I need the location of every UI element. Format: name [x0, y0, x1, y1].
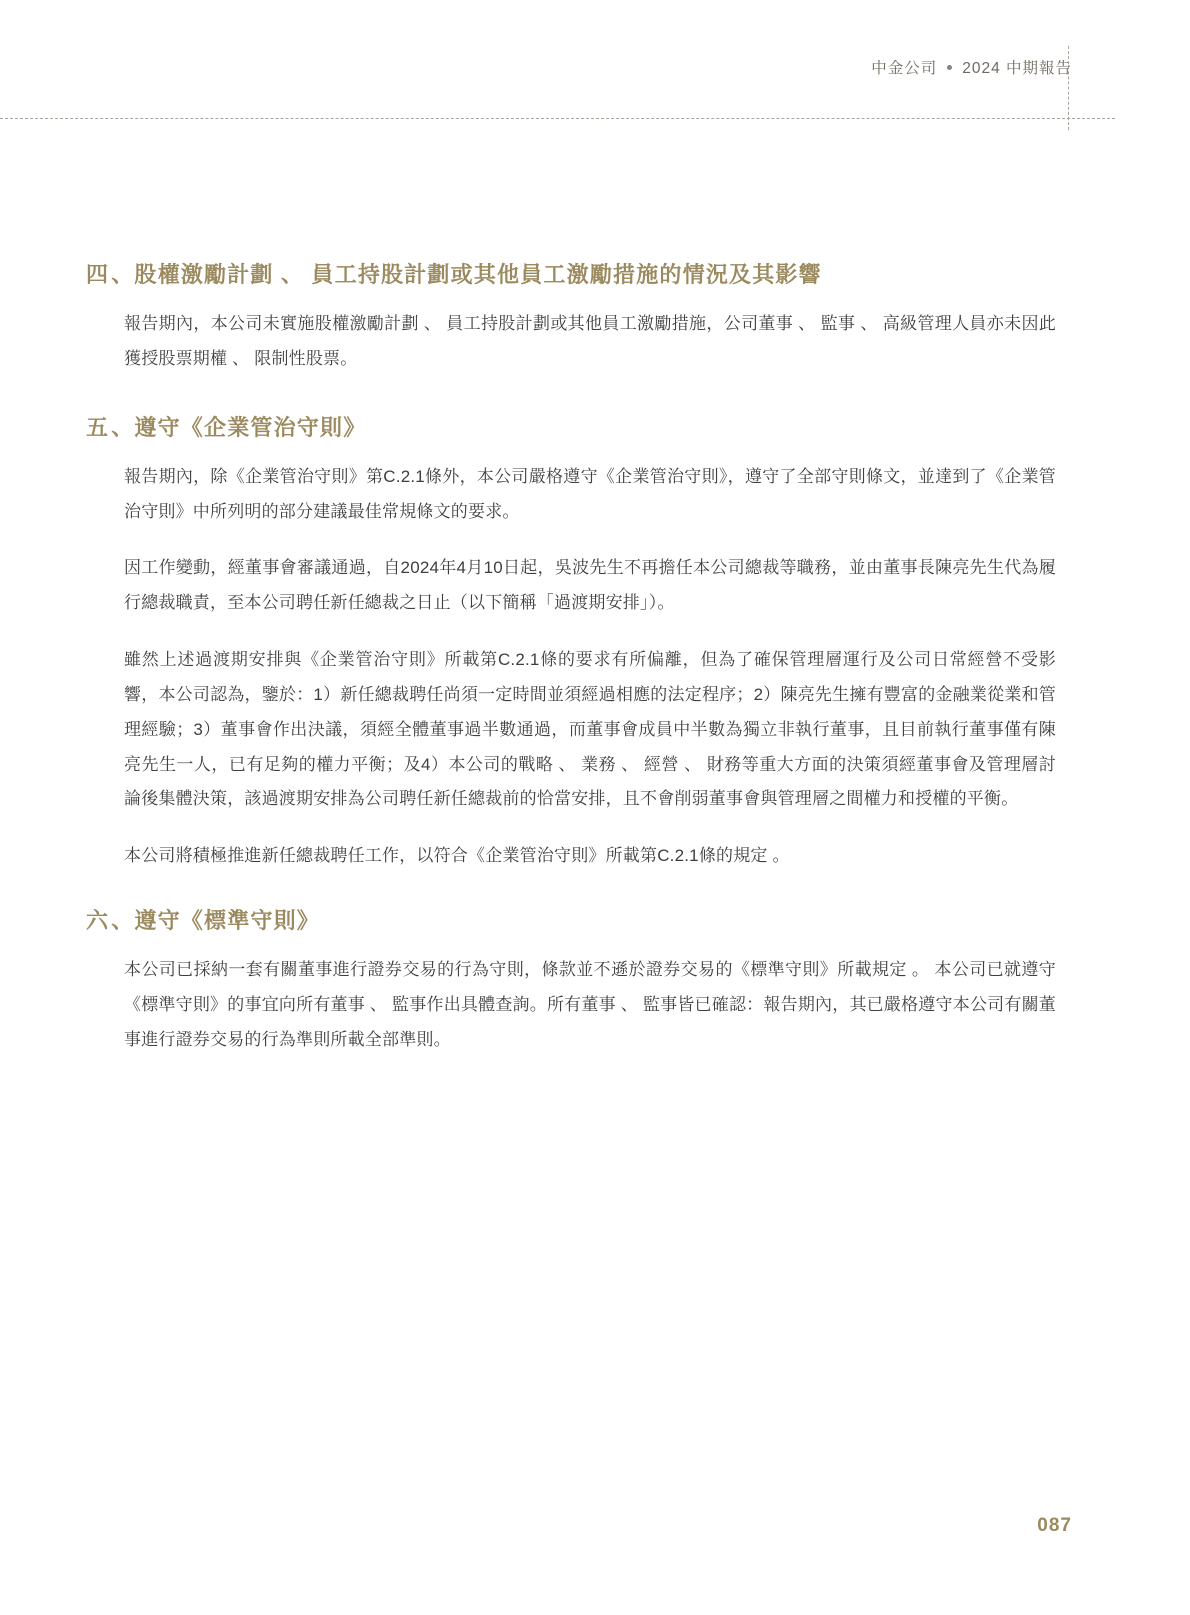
section-five-paragraph-2: 因工作變動，經董事會審議通過，自2024年4月10日起，吳波先生不再擔任本公司總裁等職務，並由董事長陳亮先生代為履行總裁職責，至本公司聘任新任總裁之日止（以下簡稱「過渡期安排」）。	[124, 558, 1056, 613]
page-number: 087	[1037, 1515, 1072, 1536]
section-five-paragraph-3: 雖然上述過渡期安排與《企業管治守則》所載第C.2.1條的要求有所偏離，但為了確保管理層運行及公司日常經營不受影響，本公司認為，鑒於：1）新任總裁聘任尚須一定時間並須經過相應的法定程序；2）陳亮先生擁有豐富的金融業從業和管理經驗；3）董事會作出決議，須經全體董事過半數通過，而董事會成員中半數為獨立非執行董事，且目前執行董事僅有陳亮先生一人，已有足夠的權力平衡；及4）本公司的戰略 、 業務 、 經營 、 財務等重大方面的決策須經董事會及管理層討論後集體決策，該過渡期安排為公司聘任新任總裁前的恰當安排，且不會削弱董事會與管理層之間權力和授權的平衡。	[124, 650, 1056, 809]
section-five-title: 遵守《企業管治守則》	[134, 414, 367, 440]
section-five-paragraph-1: 報告期內，除《企業管治守則》第C.2.1條外，本公司嚴格遵守《企業管治守則》，遵守了全部守則條文，並達到了《企業管治守則》中所列明的部分建議最佳常規條文的要求。	[124, 466, 1056, 521]
header-report-name: 2024 中期報告	[962, 60, 1072, 77]
page-header	[871, 56, 1072, 78]
section-six	[86, 904, 1056, 1058]
section-six-heading	[86, 904, 1056, 937]
header-corner-tick	[1068, 46, 1069, 130]
section-six-number: 六	[86, 908, 110, 934]
section-four-number: 四	[86, 262, 110, 287]
section-four	[86, 258, 1056, 377]
section-four-paragraph-1: 報告期內，本公司未實施股權激勵計劃 、 員工持股計劃或其他員工激勵措施，公司董事 、 監事 、 高級管理人員亦未因此獲授股票期權 、 限制性股票。	[124, 314, 1056, 368]
section-six-mark: 、	[111, 908, 135, 934]
section-five	[86, 411, 1056, 874]
section-five-number: 五	[86, 414, 110, 440]
section-five-mark: 、	[111, 414, 135, 440]
section-four-heading	[86, 258, 1056, 291]
section-five-paragraph-4: 本公司將積極推進新任總裁聘任工作，以符合《企業管治守則》所載第C.2.1條的規定 。	[124, 846, 790, 866]
document-body	[86, 258, 1056, 1092]
section-four-title: 股權激勵計劃 、 員工持股計劃或其他員工激勵措施的情況及其影響	[134, 262, 822, 287]
header-divider	[0, 118, 1115, 119]
section-six-paragraph-1: 本公司已採納一套有關董事進行證券交易的行為守則，條款並不遜於證券交易的《標準守則》所載規定 。 本公司已就遵守《標準守則》的事宜向所有董事 、 監事作出具體查詢。所有董事 、 監事皆已確認：報告期內，其已嚴格遵守本公司有關董事進行證券交易的行為準則所載全部準則。	[124, 960, 1056, 1049]
section-five-heading	[86, 411, 1056, 444]
section-four-mark: 、	[111, 262, 135, 287]
bullet-separator-icon	[947, 65, 952, 70]
header-company-name: 中金公司	[871, 60, 938, 77]
section-six-title: 遵守《標準守則》	[134, 908, 321, 934]
